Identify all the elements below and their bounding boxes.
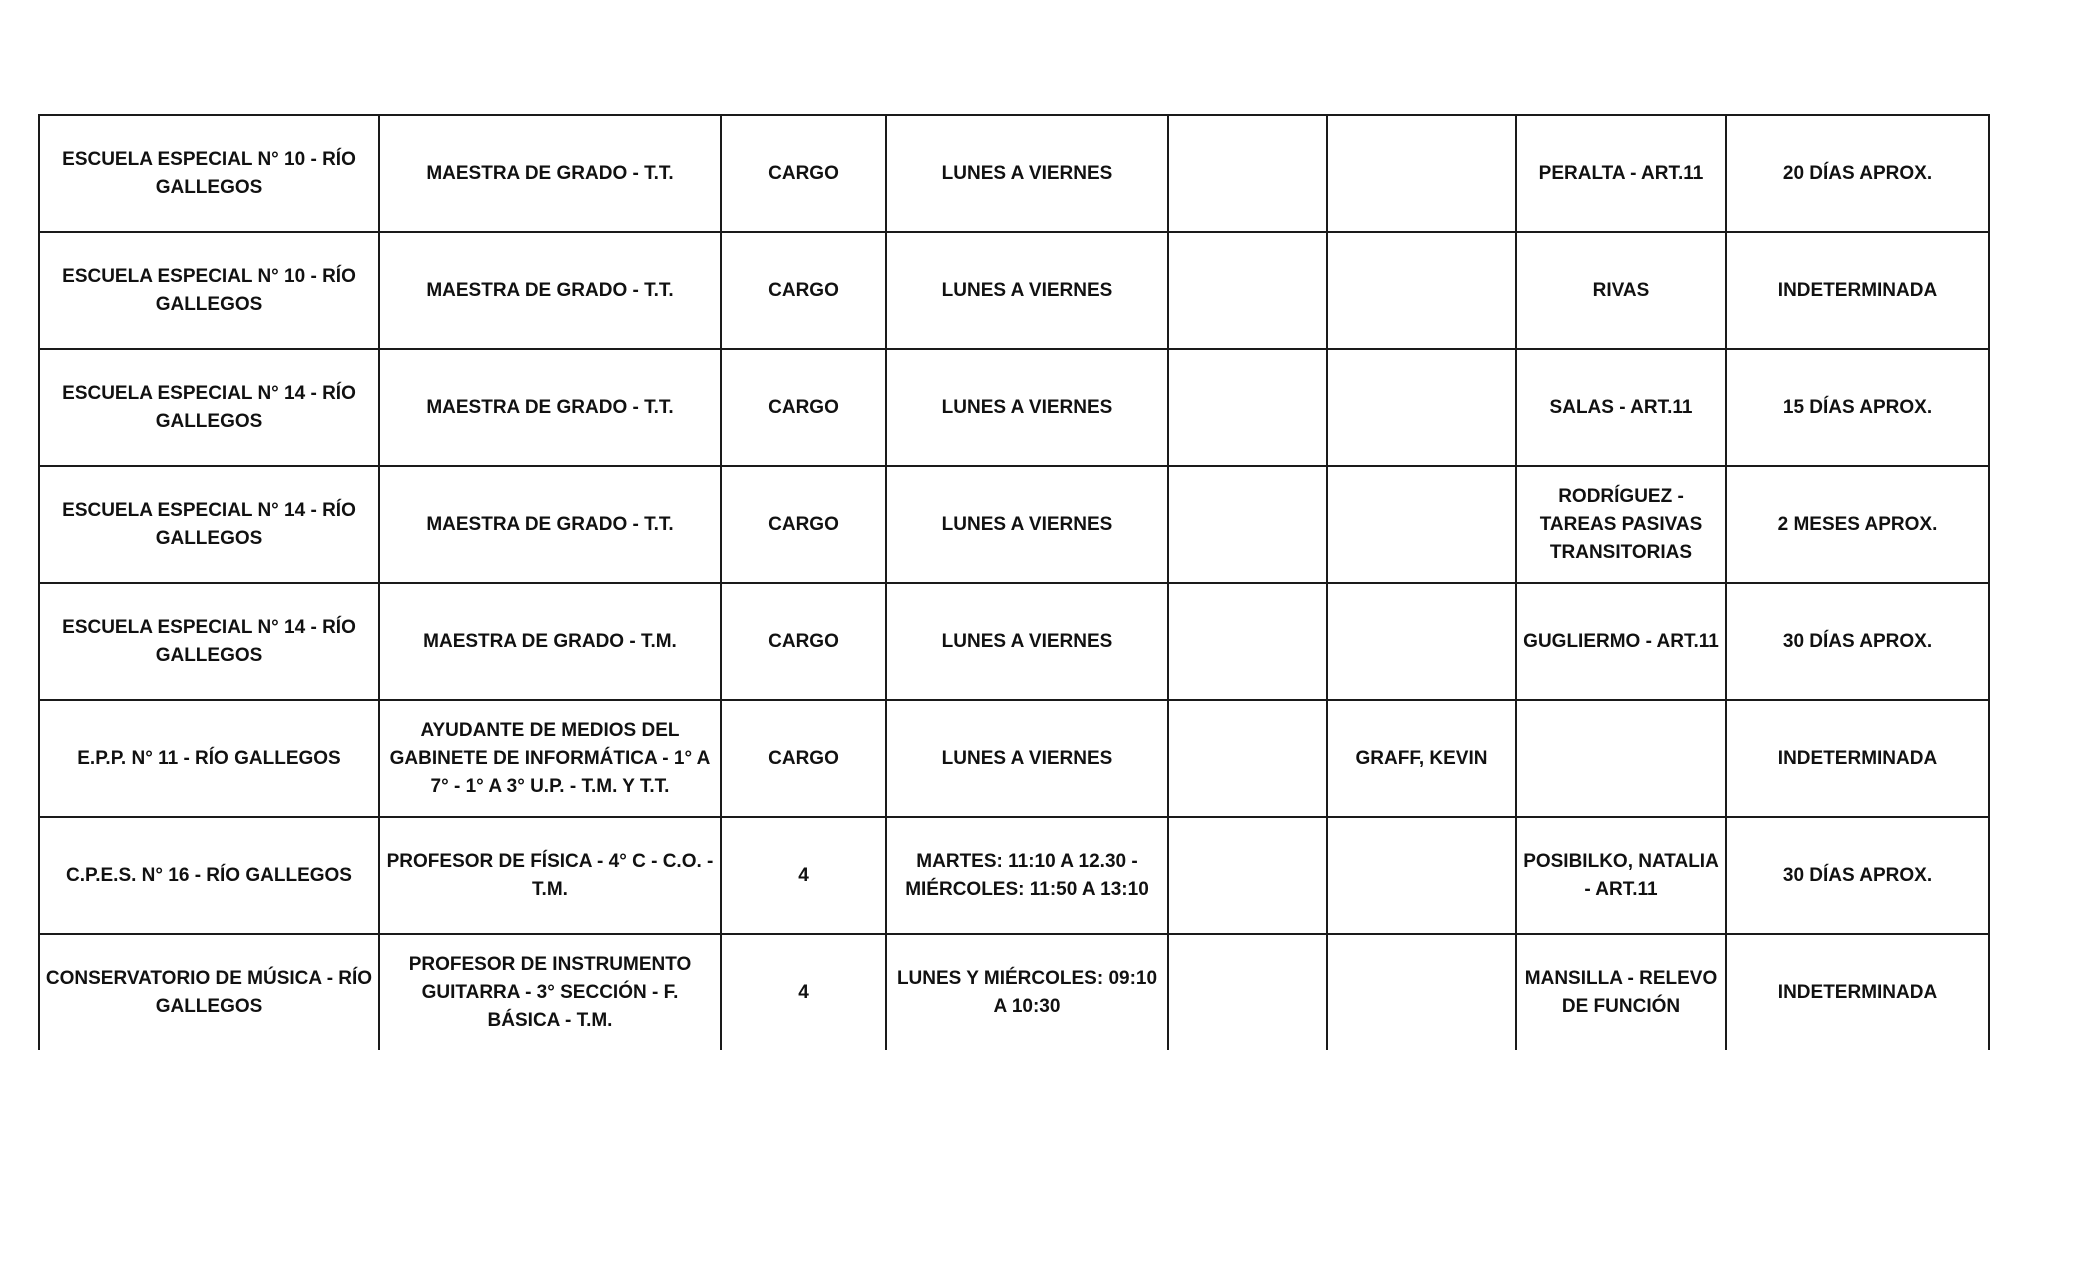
table-row bbox=[39, 817, 1989, 934]
cell-blank bbox=[1168, 232, 1327, 349]
cell-escuela: CONSERVATORIO DE MÚSICA - RÍO GALLEGOS bbox=[39, 934, 379, 1050]
cell-horas: CARGO bbox=[721, 115, 886, 232]
cell-horas: CARGO bbox=[721, 466, 886, 583]
cell-escuela: E.P.P. N° 11 - RÍO GALLEGOS bbox=[39, 700, 379, 817]
cell-blank bbox=[1168, 349, 1327, 466]
cell-blank bbox=[1168, 817, 1327, 934]
cell-horario: LUNES A VIERNES bbox=[886, 349, 1168, 466]
cell-duracion: 30 DÍAS APROX. bbox=[1726, 817, 1989, 934]
cell-cargo: MAESTRA DE GRADO - T.T. bbox=[379, 349, 721, 466]
cell-horario: LUNES A VIERNES bbox=[886, 583, 1168, 700]
cell-escuela: ESCUELA ESPECIAL N° 10 - RÍO GALLEGOS bbox=[39, 115, 379, 232]
cell-horas: 4 bbox=[721, 934, 886, 1050]
cell-docente bbox=[1327, 349, 1516, 466]
cell-reemplaza: MANSILLA - RELEVO DE FUNCIÓN bbox=[1516, 934, 1726, 1050]
cell-duracion: 15 DÍAS APROX. bbox=[1726, 349, 1989, 466]
cell-horario: LUNES Y MIÉRCOLES: 09:10 A 10:30 bbox=[886, 934, 1168, 1050]
cell-escuela: ESCUELA ESPECIAL N° 14 - RÍO GALLEGOS bbox=[39, 349, 379, 466]
table-row bbox=[39, 934, 1989, 1050]
cell-blank bbox=[1168, 700, 1327, 817]
table-row bbox=[39, 115, 1989, 232]
cell-duracion: 2 MESES APROX. bbox=[1726, 466, 1989, 583]
table-row bbox=[39, 583, 1989, 700]
cell-cargo: MAESTRA DE GRADO - T.M. bbox=[379, 583, 721, 700]
cell-escuela: C.P.E.S. N° 16 - RÍO GALLEGOS bbox=[39, 817, 379, 934]
cell-horario: LUNES A VIERNES bbox=[886, 466, 1168, 583]
cell-cargo: PROFESOR DE FÍSICA - 4° C - C.O. - T.M. bbox=[379, 817, 721, 934]
cell-duracion: INDETERMINADA bbox=[1726, 934, 1989, 1050]
cell-docente bbox=[1327, 466, 1516, 583]
cell-horas: CARGO bbox=[721, 700, 886, 817]
cell-duracion: 20 DÍAS APROX. bbox=[1726, 115, 1989, 232]
cell-escuela: ESCUELA ESPECIAL N° 14 - RÍO GALLEGOS bbox=[39, 466, 379, 583]
cell-reemplaza: SALAS - ART.11 bbox=[1516, 349, 1726, 466]
cell-blank bbox=[1168, 466, 1327, 583]
table-row bbox=[39, 700, 1989, 817]
cell-reemplaza: GUGLIERMO - ART.11 bbox=[1516, 583, 1726, 700]
cell-reemplaza: POSIBILKO, NATALIA - ART.11 bbox=[1516, 817, 1726, 934]
cell-blank bbox=[1168, 583, 1327, 700]
cell-duracion: INDETERMINADA bbox=[1726, 700, 1989, 817]
cell-docente bbox=[1327, 583, 1516, 700]
cell-horario: LUNES A VIERNES bbox=[886, 115, 1168, 232]
cell-blank bbox=[1168, 934, 1327, 1050]
cell-cargo: MAESTRA DE GRADO - T.T. bbox=[379, 232, 721, 349]
cell-duracion: 30 DÍAS APROX. bbox=[1726, 583, 1989, 700]
cell-reemplaza: RIVAS bbox=[1516, 232, 1726, 349]
cell-horario: LUNES A VIERNES bbox=[886, 700, 1168, 817]
cell-reemplaza: PERALTA - ART.11 bbox=[1516, 115, 1726, 232]
cell-cargo: MAESTRA DE GRADO - T.T. bbox=[379, 115, 721, 232]
cell-cargo: MAESTRA DE GRADO - T.T. bbox=[379, 466, 721, 583]
cell-cargo: AYUDANTE DE MEDIOS DEL GABINETE DE INFORMÁTICA - 1° A 7° - 1° A 3° U.P. - T.M. Y T.T. bbox=[379, 700, 721, 817]
cell-horas: CARGO bbox=[721, 583, 886, 700]
cell-reemplaza bbox=[1516, 700, 1726, 817]
table-row bbox=[39, 349, 1989, 466]
table-row bbox=[39, 232, 1989, 349]
cell-horas: CARGO bbox=[721, 232, 886, 349]
cell-docente bbox=[1327, 817, 1516, 934]
cell-docente bbox=[1327, 115, 1516, 232]
cell-escuela: ESCUELA ESPECIAL N° 14 - RÍO GALLEGOS bbox=[39, 583, 379, 700]
table-row bbox=[39, 466, 1989, 583]
cell-horas: CARGO bbox=[721, 349, 886, 466]
cell-docente bbox=[1327, 232, 1516, 349]
cell-horario: LUNES A VIERNES bbox=[886, 232, 1168, 349]
cell-duracion: INDETERMINADA bbox=[1726, 232, 1989, 349]
cell-escuela: ESCUELA ESPECIAL N° 10 - RÍO GALLEGOS bbox=[39, 232, 379, 349]
cell-reemplaza: RODRÍGUEZ - TAREAS PASIVAS TRANSITORIAS bbox=[1516, 466, 1726, 583]
cell-cargo: PROFESOR DE INSTRUMENTO GUITARRA - 3° SECCIÓN - F. BÁSICA - T.M. bbox=[379, 934, 721, 1050]
cell-docente: GRAFF, KEVIN bbox=[1327, 700, 1516, 817]
cell-horario: MARTES: 11:10 A 12.30 - MIÉRCOLES: 11:50 A 13:10 bbox=[886, 817, 1168, 934]
vacancy-table bbox=[38, 114, 1990, 1050]
cell-docente bbox=[1327, 934, 1516, 1050]
cell-blank bbox=[1168, 115, 1327, 232]
cell-horas: 4 bbox=[721, 817, 886, 934]
